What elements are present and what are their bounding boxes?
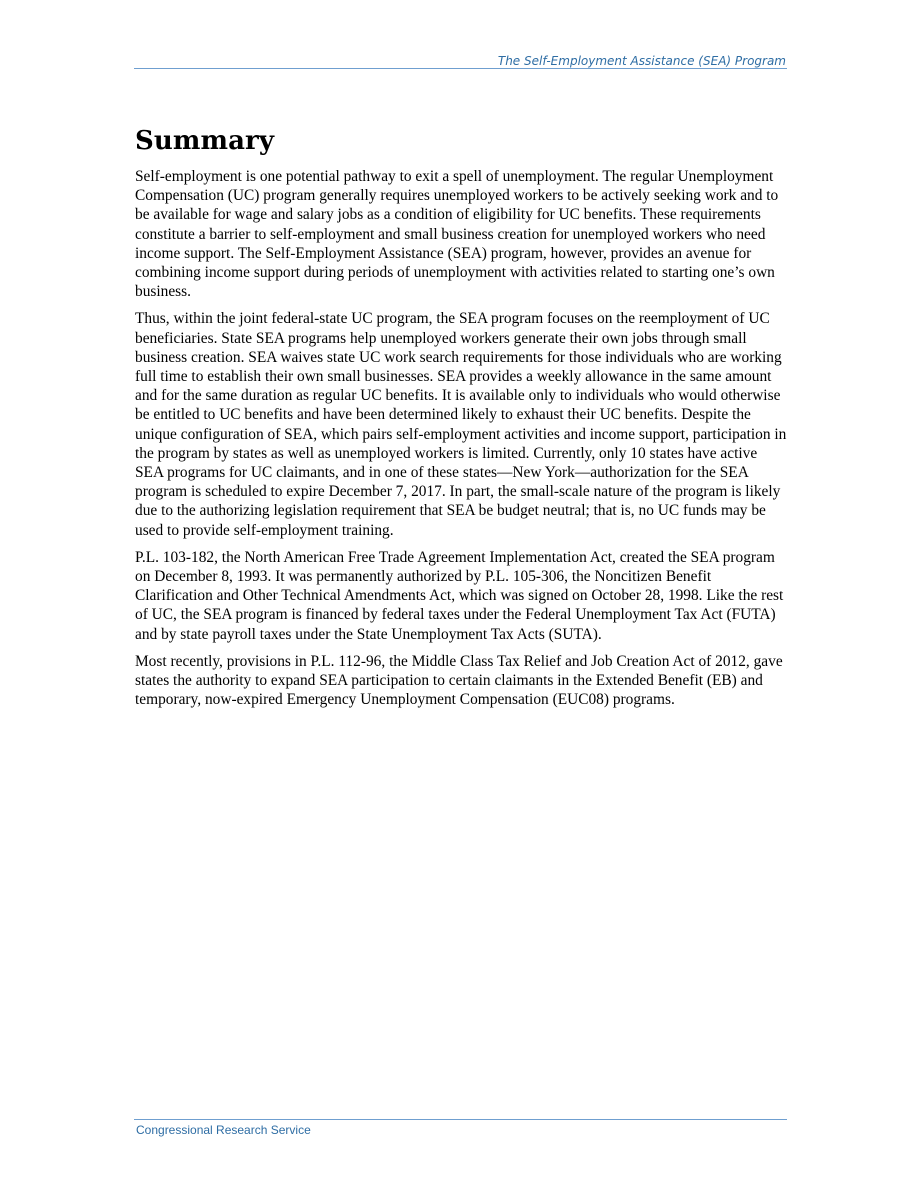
paragraph-1: Self-employment is one potential pathway to exit a spell of unemployment. The regular Unemployment Compensation (UC) program generally requires unemployed workers to be actively seeking work and to be available for wage and salary jobs as a condition of eligibility for UC benefits. These requirements constitute a barrier to self-employment and small business creation for unemployed workers who need income support. The Self-Employment Assistance (SEA) program, however, provides an avenue for combining income support during periods of unemployment with activities related to starting one’s own business.	[135, 168, 779, 301]
header-rule	[134, 68, 787, 69]
running-header: The Self-Employment Assistance (SEA) Program	[497, 54, 786, 68]
main-content	[135, 124, 787, 717]
paragraph-2: Thus, within the joint federal-state UC program, the SEA program focuses on the reemployment of UC beneficiaries. State SEA programs help unemployed workers generate their own jobs through small business creation. SEA waives state UC work search requirements for those individuals who are working full time to establish their own small businesses. SEA provides a weekly allowance in the same amount and for the same duration as regular UC benefits. It is available only to individuals who would otherwise be entitled to UC benefits and have been determined likely to exhaust their UC benefits. Despite the unique configuration of SEA, which pairs self-employment activities and income support, participation in the program by states as well as unemployed workers is limited. Currently, only 10 states have active SEA programs for UC claimants, and in one of these states—New York—authorization for the SEA program is scheduled to expire December 7, 2017. In part, the small-scale nature of the program is likely due to the authorizing legislation requirement that SEA be budget neutral; that is, no UC funds may be used to provide self-employment training.	[135, 310, 787, 539]
section-title: Summary	[135, 126, 275, 156]
paragraph-3: P.L. 103-182, the North American Free Trade Agreement Implementation Act, created the SEA program on December 8, 1993. It was permanently authorized by P.L. 105-306, the Noncitizen Benefit Clarification and Other Technical Amendments Act, which was signed on October 28, 1998. Like the rest of UC, the SEA program is financed by federal taxes under the Federal Unemployment Tax Act (FUTA) and by state payroll taxes under the State Unemployment Tax Acts (SUTA).	[135, 548, 784, 643]
paragraph-4: Most recently, provisions in P.L. 112-96, the Middle Class Tax Relief and Job Creation Act of 2012, gave states the authority to expand SEA participation to certain claimants in the Extended Benefit (EB) and temporary, now-expired Emergency Unemployment Compensation (EUC08) programs.	[135, 652, 783, 709]
footer-rule	[134, 1119, 787, 1120]
running-footer: Congressional Research Service	[136, 1123, 311, 1137]
